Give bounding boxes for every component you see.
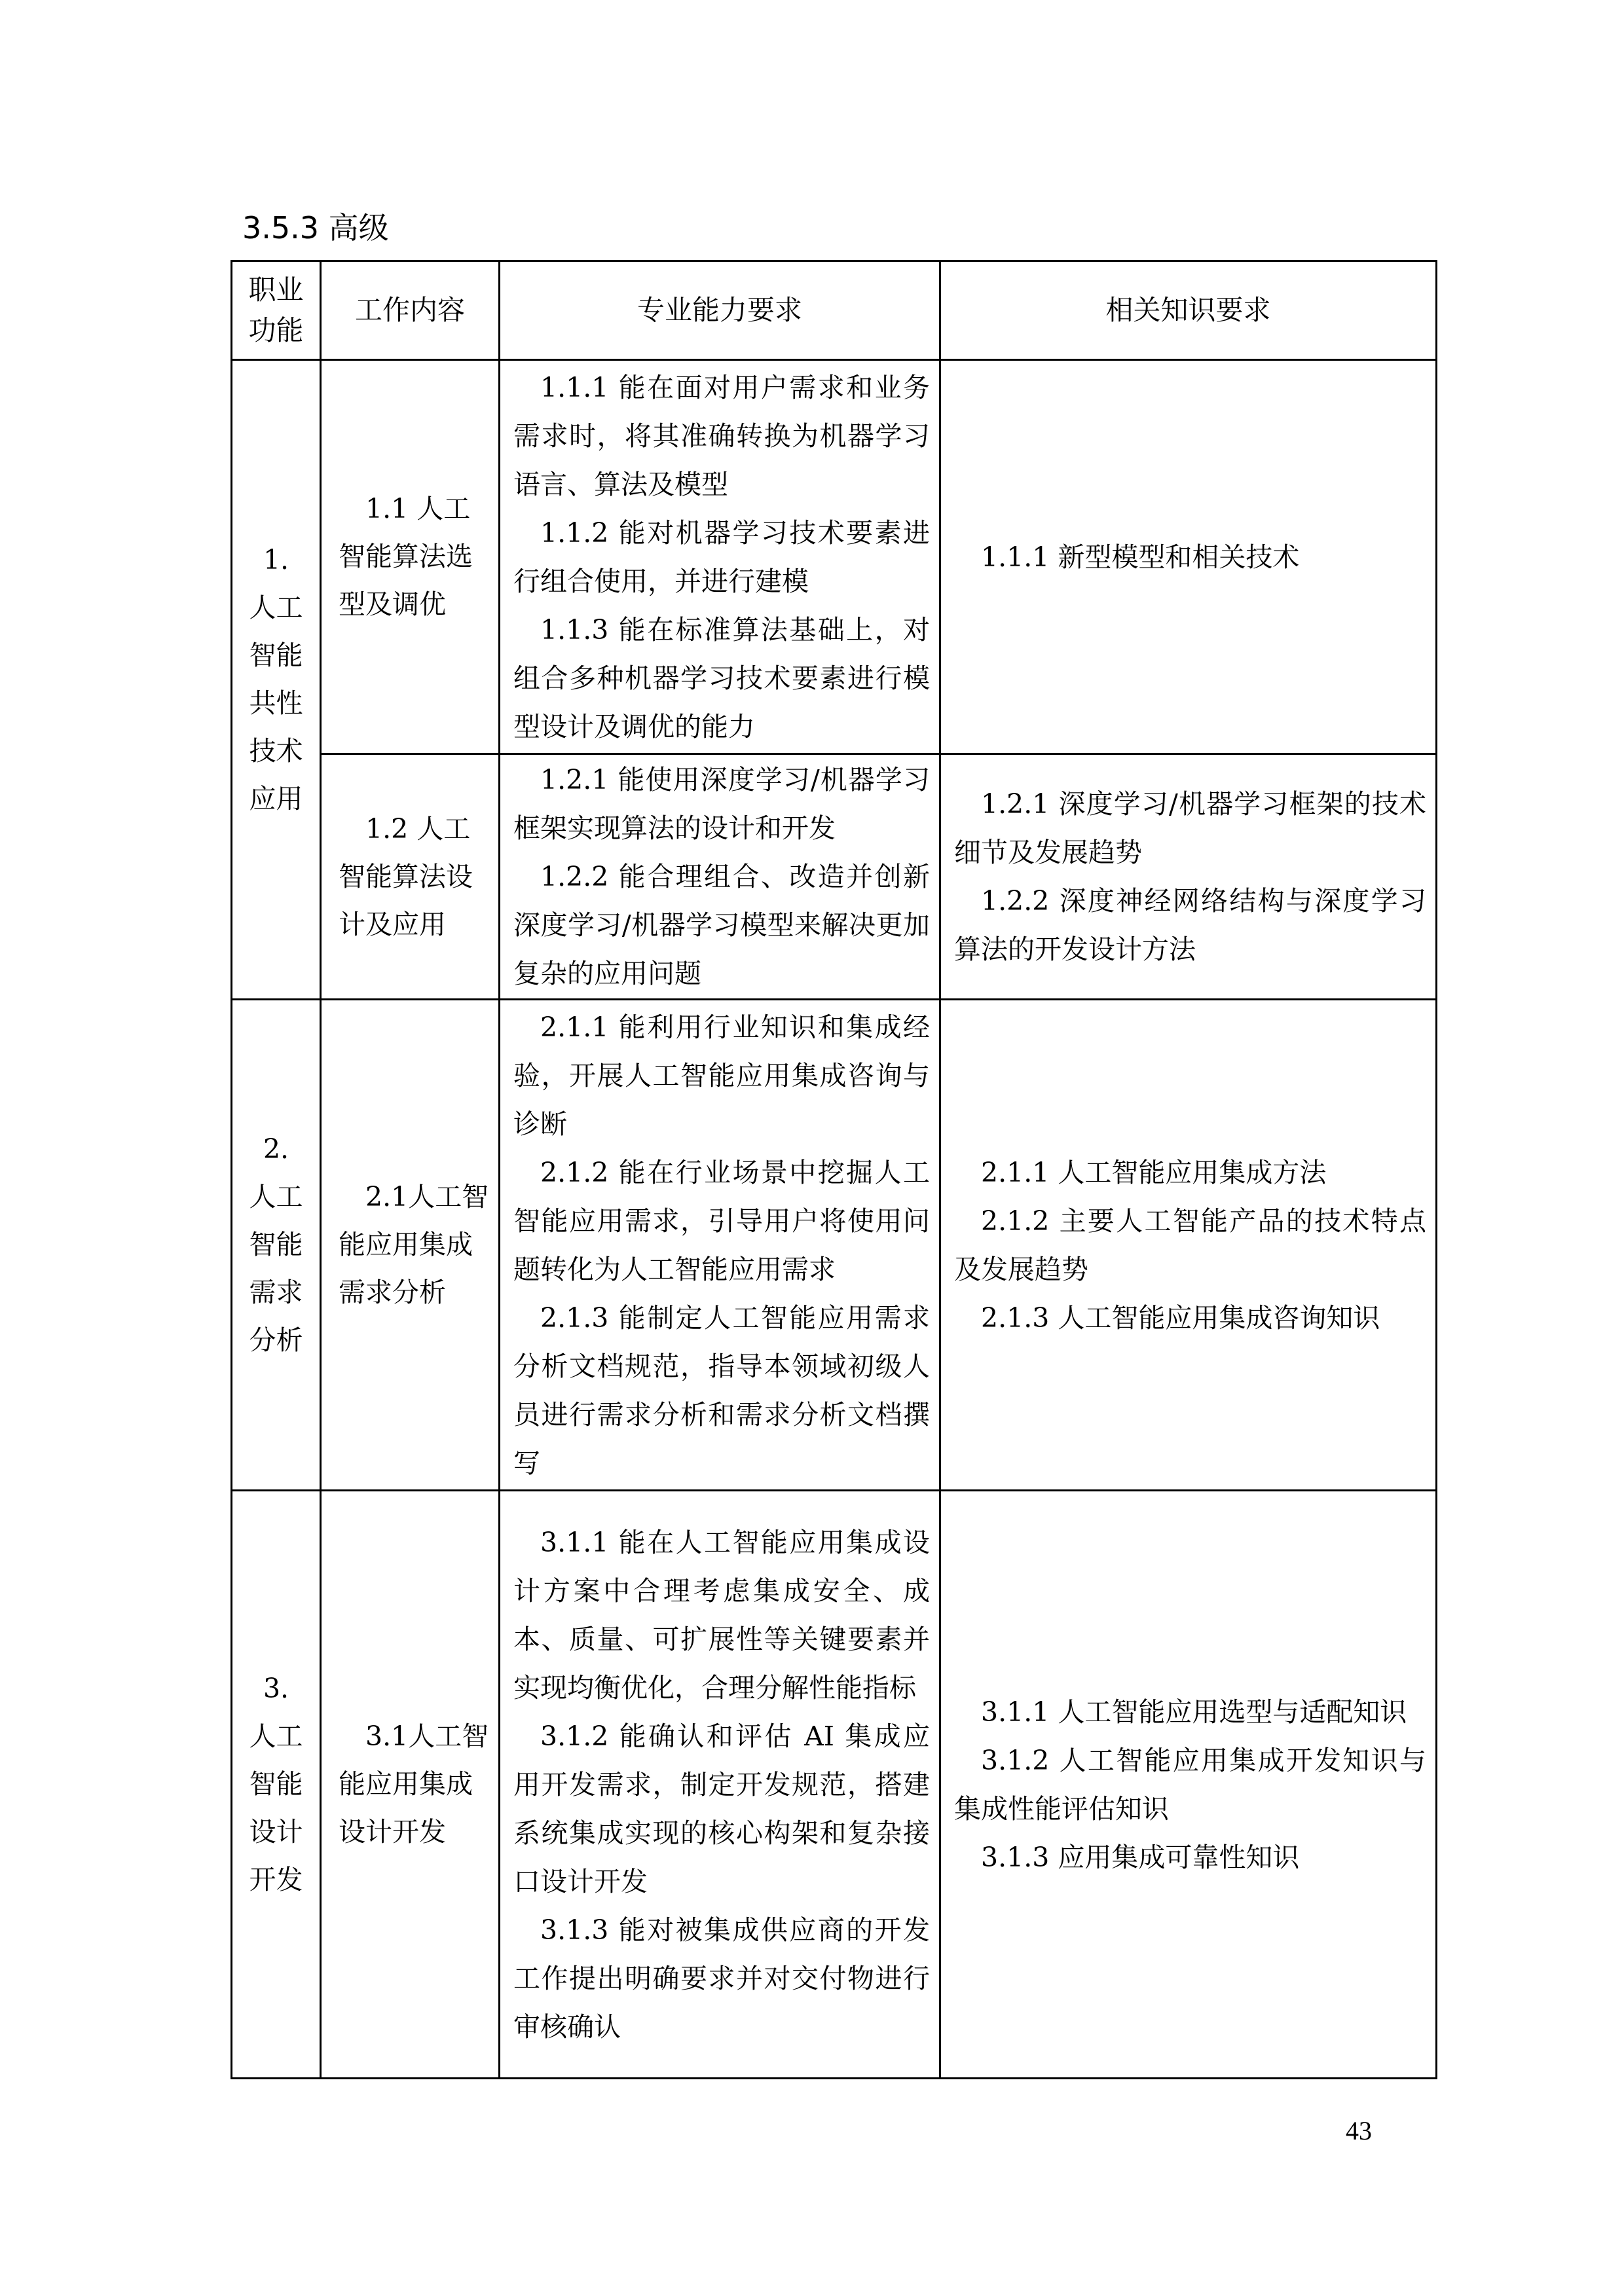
work-name: 人工智能应用集成设计开发 xyxy=(339,1721,489,1848)
work-number: 1.1 xyxy=(365,493,409,524)
function-cell xyxy=(232,1491,321,2079)
ability-cell xyxy=(500,1491,940,2079)
table-row xyxy=(232,1491,1437,2079)
competency-table xyxy=(231,260,1437,2079)
ability-item: 2.1.2 能在行业场景中挖掘人工智能应用需求，引导用户将使用问题转化为人工智能应用需求 xyxy=(513,1156,930,1285)
header-function-line: 职业 xyxy=(248,274,304,306)
ability-item: 1.1.1 能在面对用户需求和业务需求时，将其准确转换为机器学习语言、算法及模型 xyxy=(513,371,930,500)
page-number: 43 xyxy=(1346,2116,1372,2145)
header-knowledge: 相关知识要求 xyxy=(940,261,1437,360)
work-content-cell xyxy=(321,360,500,754)
function-name-line: 智能 xyxy=(249,1229,303,1260)
ability-item: 1.1.3 能在标准算法基础上，对组合多种机器学习技术要素进行模型设计及调优的能力 xyxy=(513,613,930,742)
function-cell xyxy=(232,360,321,1000)
header-ability: 专业能力要求 xyxy=(500,261,940,360)
work-content-cell xyxy=(321,754,500,1000)
ability-cell xyxy=(500,1000,940,1491)
knowledge-item: 1.2.1 深度学习/机器学习框架的技术细节及发展趋势 xyxy=(954,788,1426,868)
table-row xyxy=(232,754,1437,1000)
ability-item: 3.1.3 能对被集成供应商的开发工作提出明确要求并对交付物进行审核确认 xyxy=(513,1914,930,2043)
table-row xyxy=(232,1000,1437,1491)
ability-item: 3.1.2 能确认和评估 AI 集成应用开发需求，制定开发规范，搭建系统集成实现的核心构架和复杂接口设计开发 xyxy=(513,1720,930,1897)
knowledge-item: 3.1.2 人工智能应用集成开发知识与集成性能评估知识 xyxy=(954,1744,1426,1825)
function-name-line: 开发 xyxy=(249,1864,303,1895)
ability-item: 3.1.1 能在人工智能应用集成设计方案中合理考虑集成安全、成本、质量、可扩展性等关键要素并实现均衡优化，合理分解性能指标 xyxy=(513,1526,930,1704)
knowledge-item: 2.1.3 人工智能应用集成咨询知识 xyxy=(981,1302,1380,1334)
knowledge-item: 2.1.1 人工智能应用集成方法 xyxy=(981,1156,1327,1188)
table-header-row xyxy=(232,261,1437,360)
ability-cell xyxy=(500,754,940,1000)
knowledge-cell xyxy=(940,1000,1437,1491)
ability-cell xyxy=(500,360,940,754)
knowledge-item: 3.1.3 应用集成可靠性知识 xyxy=(981,1841,1300,1873)
work-number: 1.2 xyxy=(365,812,409,845)
function-name-line: 人工 xyxy=(249,1721,303,1752)
function-number: 3. xyxy=(263,1673,289,1704)
header-function xyxy=(232,261,321,360)
function-name-line: 智能 xyxy=(249,1768,303,1800)
knowledge-item: 1.2.2 深度神经网络结构与深度学习算法的开发设计方法 xyxy=(954,885,1426,965)
knowledge-cell xyxy=(940,1491,1437,2079)
function-name-line: 需求 xyxy=(249,1277,303,1308)
header-work: 工作内容 xyxy=(321,261,500,360)
function-name-line: 应用 xyxy=(249,783,303,814)
work-name: 人工智能算法选型及调优 xyxy=(339,493,473,620)
function-name-line: 人工 xyxy=(249,592,303,623)
knowledge-item: 3.1.1 人工智能应用选型与适配知识 xyxy=(981,1696,1407,1728)
knowledge-item: 2.1.2 主要人工智能产品的技术特点及发展趋势 xyxy=(954,1205,1426,1285)
function-name-line: 共性 xyxy=(249,687,303,719)
work-content-cell xyxy=(321,1491,500,2079)
header-function-line: 功能 xyxy=(248,314,304,346)
function-number: 2. xyxy=(263,1133,289,1165)
ability-item: 1.1.2 能对机器学习技术要素进行组合使用，并进行建模 xyxy=(513,517,930,597)
ability-item: 1.2.1 能使用深度学习/机器学习框架实现算法的设计和开发 xyxy=(513,764,930,844)
work-name: 人工智能应用集成需求分析 xyxy=(339,1181,489,1308)
work-name: 人工智能算法设计及应用 xyxy=(339,812,473,940)
work-content-cell xyxy=(321,1000,500,1491)
ability-item: 1.2.2 能合理组合、改造并创新深度学习/机器学习模型来解决更加复杂的应用问题 xyxy=(513,861,930,989)
function-name-line: 设计 xyxy=(249,1816,303,1848)
function-number: 1. xyxy=(263,544,289,575)
work-number: 3.1 xyxy=(365,1721,409,1752)
work-number: 2.1 xyxy=(365,1181,409,1212)
section-title: 3.5.3 高级 xyxy=(242,210,389,246)
function-name-line: 技术 xyxy=(249,735,303,767)
knowledge-cell xyxy=(940,754,1437,1000)
function-name-line: 人工 xyxy=(249,1181,303,1212)
ability-item: 2.1.1 能利用行业知识和集成经验，开展人工智能应用集成咨询与诊断 xyxy=(513,1011,930,1140)
knowledge-cell xyxy=(940,360,1437,754)
function-name-line: 分析 xyxy=(249,1324,303,1356)
function-cell xyxy=(232,1000,321,1491)
function-name-line: 智能 xyxy=(249,640,303,671)
ability-item: 2.1.3 能制定人工智能应用需求分析文档规范，指导本领域初级人员进行需求分析和需求分析文档撰写 xyxy=(513,1302,930,1479)
table-row xyxy=(232,360,1437,754)
knowledge-item: 1.1.1 新型模型和相关技术 xyxy=(981,541,1300,573)
